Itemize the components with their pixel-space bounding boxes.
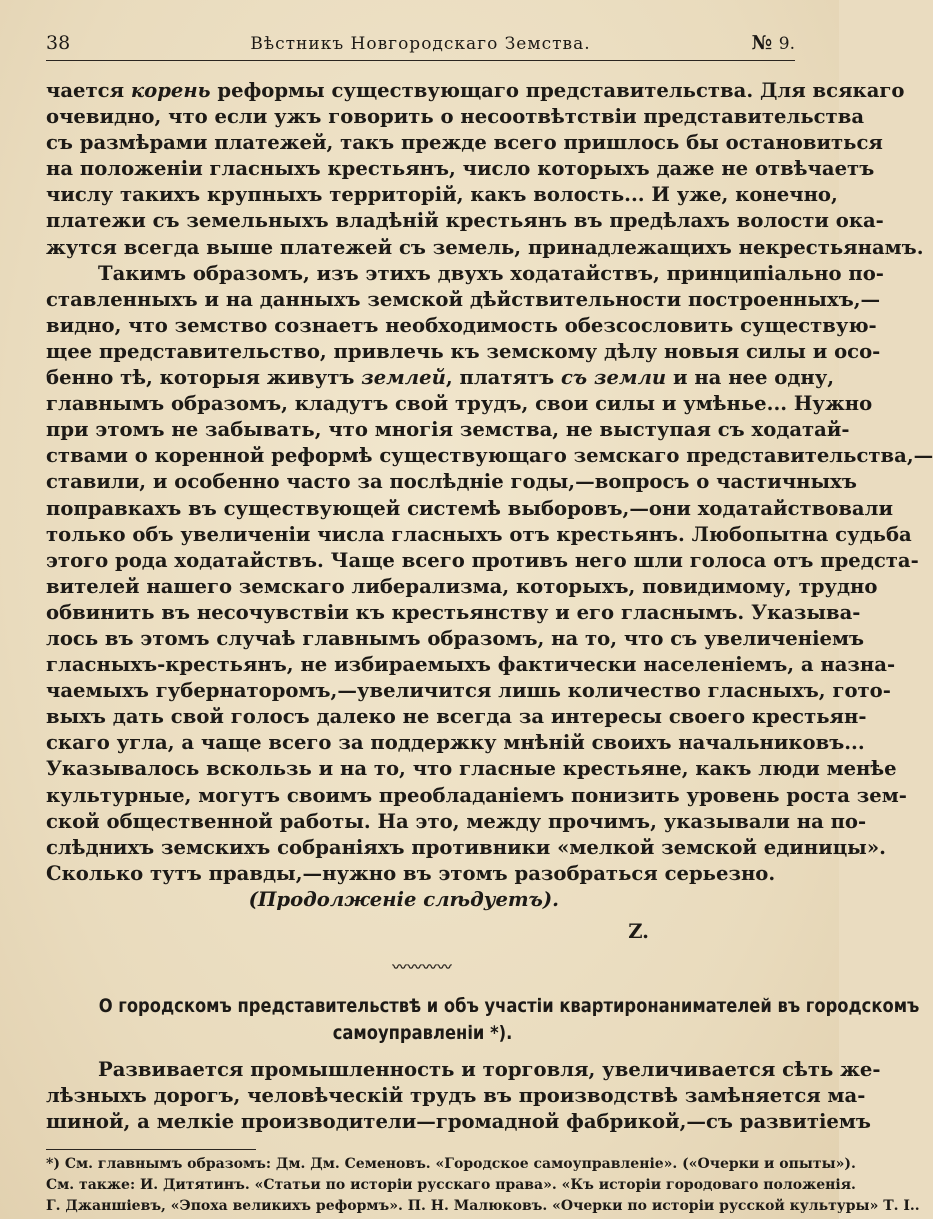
text-line bbox=[46, 287, 881, 313]
text-line bbox=[46, 417, 850, 443]
text-span: скаго угла, а чаще всего за поддержку мнѣній своихъ начальниковъ... bbox=[46, 731, 865, 755]
text-span: лось въ этомъ случаѣ главнымъ образомъ, на то, что съ увеличеніемъ bbox=[46, 626, 865, 650]
text-line bbox=[46, 574, 878, 600]
article-signature: Z. bbox=[628, 920, 649, 943]
emphasis-text: землей bbox=[361, 366, 446, 390]
text-span: этого рода ходатайствъ. Чаще всего противъ него шли голоса отъ предста- bbox=[46, 548, 919, 572]
text-line bbox=[46, 104, 865, 130]
article-2-text bbox=[46, 1057, 881, 1135]
article-2-title-line-2: самоуправленіи *). bbox=[332, 1022, 513, 1045]
text-span: съ размѣрами платежей, такъ прежде всего пришлось бы остановиться bbox=[46, 131, 883, 155]
text-span: числу такихъ крупныхъ территорій, какъ волость... И уже, конечно, bbox=[46, 183, 838, 207]
text-line bbox=[46, 339, 881, 365]
text-span: чаемыхъ губернаторомъ,—увеличится лишь количество гласныхъ, гото- bbox=[46, 679, 891, 703]
text-line bbox=[46, 548, 919, 574]
text-span: шиной, а мелкіе производители—громадной фабрикой,—съ развитіемъ bbox=[46, 1110, 871, 1134]
text-span: гласныхъ-крестьянъ, не избираемыхъ фактически населеніемъ, а назна- bbox=[46, 653, 896, 677]
running-title: Вѣстникъ Новгородскаго Земства. bbox=[250, 34, 591, 54]
text-span: и на нее одну, bbox=[666, 366, 835, 390]
text-span: бенно тѣ, которыя живутъ bbox=[46, 366, 362, 390]
footnote-line: *) См. главнымъ образомъ: Дм. Дм. Семеновъ. «Городское самоуправленіе». («Очерки и опыты»). bbox=[46, 1156, 856, 1173]
footnote-line: Г. Джаншіевъ, «Эпоха великихъ реформъ». П. Н. Малюковъ. «Очерки по исторіи русской культуры» Т. I.. bbox=[46, 1198, 920, 1215]
text-line bbox=[46, 365, 835, 391]
text-line bbox=[46, 652, 896, 678]
text-span: ской общественной работы. На это, между прочимъ, указывали на по- bbox=[46, 809, 867, 833]
emphasis-text: корень bbox=[130, 79, 211, 102]
article-1-text bbox=[46, 78, 933, 887]
text-span: платежи съ земельныхъ владѣній крестьянъ въ предѣлахъ волости ока- bbox=[46, 209, 884, 233]
text-line bbox=[46, 391, 873, 417]
text-span: ствами о коренной реформѣ существующаго земскаго представительства,— bbox=[46, 444, 933, 468]
text-line bbox=[46, 443, 933, 469]
text-line bbox=[46, 730, 865, 756]
issue-number-value: 9. bbox=[778, 34, 795, 54]
text-line bbox=[46, 600, 861, 626]
text-line bbox=[46, 469, 857, 495]
text-line bbox=[46, 182, 838, 208]
text-line bbox=[46, 704, 867, 730]
text-span: ставили, и особенно часто за послѣдніе годы,—вопросъ о частичныхъ bbox=[46, 470, 857, 494]
text-span: Такимъ образомъ, изъ этихъ двухъ ходатайствъ, принципіально по- bbox=[98, 261, 884, 285]
footnote-line: См. также: И. Дитятинъ. «Статьи по исторіи русскаго права». «Къ исторіи городоваго положенія. bbox=[46, 1177, 856, 1194]
text-span: обвинить въ несочувствіи къ крестьянству и его гласнымъ. Указыва- bbox=[46, 600, 861, 624]
text-line bbox=[46, 522, 912, 548]
text-line bbox=[46, 208, 884, 234]
text-span: культурные, могутъ своимъ преобладаніемъ понизить уровень роста зем- bbox=[46, 783, 907, 807]
footnotes bbox=[46, 1154, 920, 1217]
footnote-rule bbox=[46, 1149, 256, 1150]
text-line bbox=[46, 261, 884, 287]
text-span: вителей нашего земскаго либерализма, которыхъ, повидимому, трудно bbox=[46, 574, 878, 598]
text-line bbox=[46, 313, 877, 339]
to-be-continued: (Продолженіе слѣдуетъ). bbox=[248, 887, 559, 911]
text-line bbox=[46, 130, 883, 156]
text-line bbox=[46, 861, 799, 887]
text-line bbox=[46, 1083, 866, 1109]
text-span: ставленныхъ и на данныхъ земской дѣйствительности построенныхъ,— bbox=[46, 287, 881, 311]
text-line bbox=[46, 78, 905, 104]
text-span: реформы существующаго представительства. Для всякаго bbox=[210, 79, 905, 102]
section-separator: 〰〰〰〰 bbox=[392, 960, 453, 977]
page-body bbox=[46, 78, 933, 1217]
text-line bbox=[46, 783, 907, 809]
emphasis-text: съ земли bbox=[560, 366, 667, 390]
text-span: выхъ дать свой голосъ далеко не всегда за интересы своего крестьян- bbox=[46, 705, 867, 729]
text-span: главнымъ образомъ, кладутъ свой трудъ, свои силы и умѣнье... Нужно bbox=[46, 392, 873, 416]
text-span: жутся всегда выше платежей съ земель, принадлежащихъ некрестьянамъ. bbox=[46, 235, 924, 259]
text-span: Указывалось вскользь и на то, что гласные крестьяне, какъ люди менѣе bbox=[46, 757, 897, 781]
text-span: Развивается промышленность и торговля, увеличивается сѣть же- bbox=[98, 1058, 881, 1082]
text-span: слѣднихъ земскихъ собраніяхъ противники «мелкой земской единицы». bbox=[46, 835, 886, 859]
text-line bbox=[46, 756, 897, 782]
issue-number bbox=[751, 32, 795, 54]
article-2-title bbox=[98, 993, 920, 1047]
text-span: Сколько тутъ правды,—нужно въ этомъ разобраться серьезно. bbox=[46, 861, 776, 885]
page-number: 38 bbox=[46, 32, 71, 54]
issue-symbol: № bbox=[751, 32, 773, 54]
text-span: на положеніи гласныхъ крестьянъ, число которыхъ даже не отвѣчаетъ bbox=[46, 157, 875, 181]
text-span: только объ увеличеніи числа гласныхъ отъ крестьянъ. Любопытна судьба bbox=[46, 522, 912, 546]
text-line bbox=[46, 235, 924, 261]
text-line bbox=[46, 626, 865, 652]
text-span: лѣзныхъ дорогъ, человѣческій трудъ въ производствѣ замѣняется ма- bbox=[46, 1084, 866, 1108]
text-span: , платятъ bbox=[445, 366, 561, 390]
text-span: видно, что земство сознаетъ необходимость обезсословить существую- bbox=[46, 313, 877, 337]
article-2-title-line-1: О городскомъ представительствѣ и объ участіи квартиронанимателей въ городскомъ bbox=[98, 995, 920, 1018]
text-line bbox=[46, 678, 891, 704]
text-span: поправкахъ въ существующей системѣ выборовъ,—они ходатайствовали bbox=[46, 496, 893, 520]
text-line bbox=[46, 809, 867, 835]
text-line bbox=[46, 496, 893, 522]
text-span: очевидно, что если ужъ говорить о несоотвѣтствіи представительства bbox=[46, 105, 865, 129]
page-header bbox=[46, 30, 795, 61]
text-line bbox=[46, 1109, 871, 1135]
text-line bbox=[46, 156, 875, 182]
text-span: щее представительство, привлечь къ земскому дѣлу новыя силы и осо- bbox=[46, 339, 881, 363]
text-line bbox=[46, 835, 886, 861]
text-span: чается bbox=[46, 79, 131, 102]
text-span: при этомъ не забывать, что многія земства, не выступая съ ходатай- bbox=[46, 418, 850, 442]
text-line bbox=[46, 1057, 881, 1083]
